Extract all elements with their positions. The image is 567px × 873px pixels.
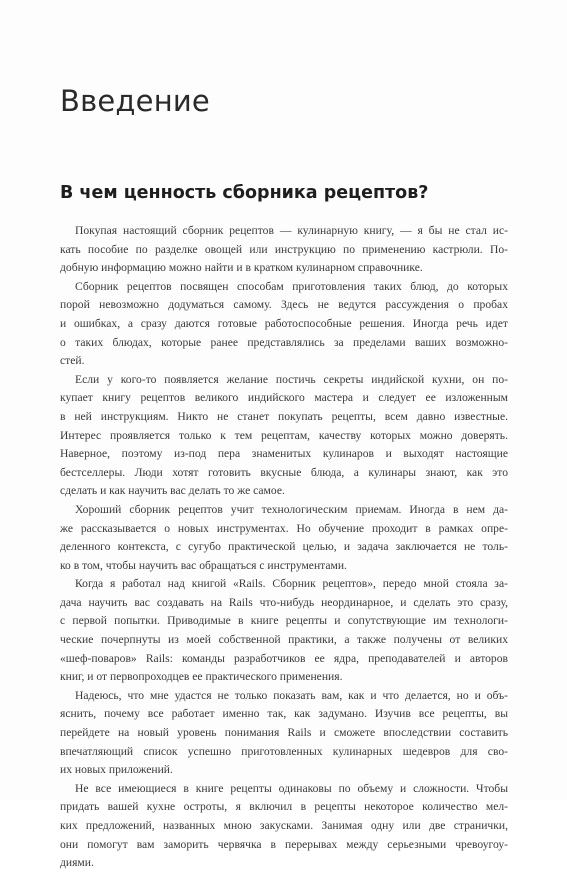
section-title: В чем ценность сборника рецептов? (60, 183, 429, 203)
text-line: деленного контекста, с сугубо практической целью, и задача заключается не толь- (60, 540, 508, 554)
paragraph (60, 575, 508, 687)
text-line: порой невозможно додуматься самому. Здесь не ведутся рассуждения о пробах (60, 298, 508, 312)
text-line: перейдете на новый уровень понимания Rails и сможете впоследствии составить (60, 726, 508, 740)
paragraph (60, 371, 508, 501)
text-line: добную информацию можно найти и в кратком кулинарном справочнике. (60, 261, 423, 275)
text-line: ческие почерпнуты из моей собственной практики, а также получены от великих (60, 633, 508, 647)
text-line: Не все имеющиеся в книге рецепты одинаковы по объему и сложности. Чтобы (75, 781, 508, 795)
text-line: Хороший сборник рецептов учит технологическим приемам. Иногда в нем да- (75, 502, 508, 516)
text-line: в ней инструкциям. Никто не станет покупать рецепты, всем давно известные. (60, 409, 508, 423)
paragraph (60, 278, 508, 371)
text-line: и ошибках, а сразу даются готовые работоспособные решения. Иногда речь идет (60, 316, 508, 330)
text-line: бестселлеры. Люди хотят готовить вкусные блюда, а кулинары знают, как это (60, 465, 508, 479)
text-line: впечатляющий список успешно приготовленных кулинарных шедевров для сво- (60, 744, 508, 758)
paragraph (60, 780, 508, 873)
text-line: «шеф-поваров» Rails: команды разработчиков ее ядра, преподавателей и авторов (60, 651, 508, 665)
text-line: их новых приложений. (60, 763, 173, 777)
text-line: диями. (60, 856, 94, 870)
text-line: Если у кого-то появляется желание постичь секреты индийской кухни, он по- (75, 372, 508, 386)
paragraph (60, 222, 508, 278)
text-line: стей. (60, 354, 85, 368)
text-line: Наверное, поэтому из-под пера знаменитых кулинаров и выходят настоящие (60, 447, 508, 461)
text-line: придать вашей кухне остроты, я включил в рецепты некоторое количество мел- (60, 800, 508, 814)
text-line: о таких блюдах, которые ранее представлялись за пределами ваших возможно- (60, 335, 508, 349)
text-line: Сборник рецептов посвящен способам приготовления таких блюд, до которых (75, 279, 508, 293)
text-line: Надеюсь, что мне удастся не только показать вам, как и что делается, но и объ- (75, 688, 508, 702)
text-line: кать пособие по разделке овощей или инструкцию по применению кастрюли. По- (60, 242, 508, 256)
text-line: яснить, почему все работает именно так, как задумано. Изучив все рецепты, вы (60, 707, 508, 721)
text-line: дача научить вас создавать на Rails что-нибудь неординарное, и сделать это сразу, (60, 595, 508, 609)
body-text (60, 222, 508, 873)
text-line: книг, и от первопроходцев ее практического применения. (60, 670, 343, 684)
paragraph (60, 687, 508, 780)
text-line: же рассказывается о новых инструментах. Но обучение проходит в рамках опре- (60, 521, 508, 535)
text-line: купает книгу рецептов великого индийского мастера и следует ее изложенным (60, 391, 508, 405)
text-line: Интерес проявляется только к тем рецептам, качеству которых можно доверять. (60, 428, 508, 442)
text-line: ких предложений, названных мною закусками. Занимая одну или две странички, (60, 819, 508, 832)
text-line: ко в том, чтобы научить вас обращаться с инструментами. (60, 558, 347, 572)
paragraph (60, 501, 508, 575)
text-line: сделать и как научить вас делать то же самое. (60, 484, 285, 498)
text-line: Покупая настоящий сборник рецептов — кулинарную книгу, — я бы не стал ис- (75, 224, 508, 237)
text-line: Когда я работал над книгой «Rails. Сборник рецептов», передо мной стояла за- (75, 577, 508, 591)
text-line: с первой попытки. Приводимые в книге рецепты и сопутствующие им технологи- (60, 614, 508, 628)
text-line: они помогут вам заморить червячка в перерывах между серьезными чревоугоу- (60, 837, 508, 851)
chapter-title: Введение (60, 84, 210, 118)
